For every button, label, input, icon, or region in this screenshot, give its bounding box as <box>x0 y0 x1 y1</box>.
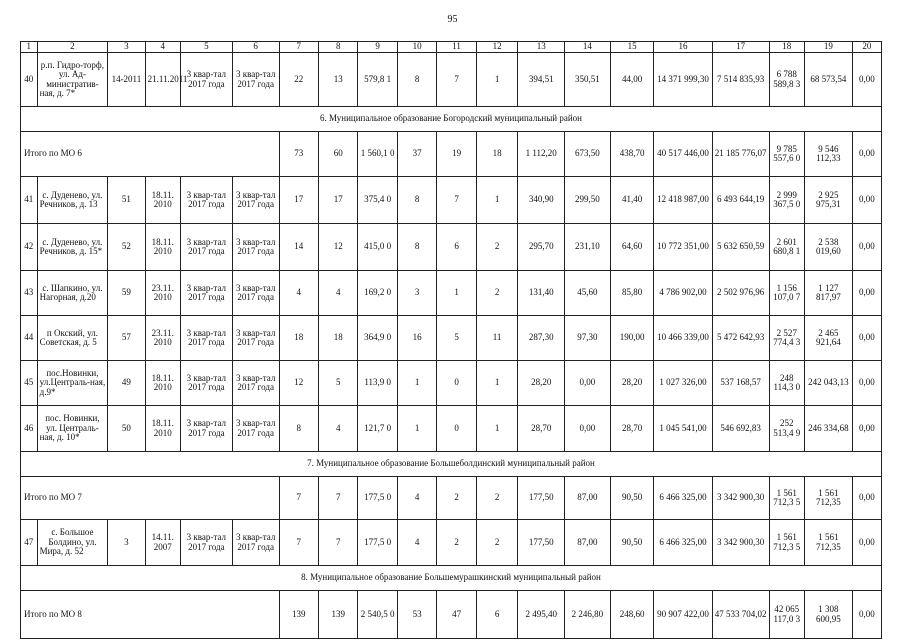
table-cell: 5 <box>437 316 476 361</box>
table-cell: 3 квар-тал 2017 года <box>232 271 279 316</box>
table-cell: 64,60 <box>610 224 654 271</box>
table-cell: 28,20 <box>610 361 654 406</box>
table-cell: 14.11. 2007 <box>145 520 180 566</box>
table-cell: 5 472 642,93 <box>712 316 769 361</box>
table-cell: 47 <box>21 520 38 566</box>
table-cell: 22 <box>279 53 318 107</box>
table-cell: 3 квар-тал 2017 года <box>232 224 279 271</box>
table-row <box>21 406 882 452</box>
table-cell: 177,5 0 <box>358 520 397 566</box>
table-cell: 242 043,13 <box>804 361 852 406</box>
table-cell: 231,10 <box>565 224 611 271</box>
column-number: 9 <box>358 42 397 53</box>
table-cell: 246 334,68 <box>804 406 852 452</box>
table-cell: 1 561 712,35 <box>804 477 852 520</box>
table-cell: 53 <box>397 591 436 639</box>
table-cell: 7 <box>319 477 358 520</box>
table-cell: 68 573,54 <box>804 53 852 107</box>
table-cell: 97,30 <box>565 316 611 361</box>
table-cell: 299,50 <box>565 177 611 224</box>
table-cell: 14 <box>279 224 318 271</box>
table-cell: 0,00 <box>565 406 611 452</box>
column-number: 18 <box>769 42 804 53</box>
table-cell: 3 квар-тал 2017 года <box>180 177 232 224</box>
table-cell: 40 517 446,00 <box>654 132 712 177</box>
total-row <box>21 591 882 639</box>
table-cell: 6 466 325,00 <box>654 520 712 566</box>
table-cell: 295,70 <box>518 224 565 271</box>
table-cell: 1 112,20 <box>518 132 565 177</box>
column-number: 11 <box>437 42 476 53</box>
table-cell: 6 <box>437 224 476 271</box>
table-cell: 8 <box>397 224 436 271</box>
table-cell: 28,70 <box>518 406 565 452</box>
address-cell: пос. Новинки, ул. Централь-ная, д. 10* <box>37 406 108 452</box>
table-cell: 2 527 774,4 3 <box>769 316 804 361</box>
table-cell: 7 <box>437 53 476 107</box>
table-cell: 7 <box>279 520 318 566</box>
table-cell: 8 <box>397 177 436 224</box>
column-number: 1 <box>21 42 38 53</box>
table-cell: 3 квар-тал 2017 года <box>180 361 232 406</box>
table-cell: 52 <box>108 224 145 271</box>
table-cell: 42 <box>21 224 38 271</box>
table-cell: 45 <box>21 361 38 406</box>
table-cell: 2 538 019,60 <box>804 224 852 271</box>
table-cell: 3 342 900,30 <box>712 477 769 520</box>
table-cell: 11 <box>476 316 518 361</box>
page-number: 95 <box>447 14 458 25</box>
table-cell: 51 <box>108 177 145 224</box>
table-cell: 2 <box>476 477 518 520</box>
table-cell: 0,00 <box>852 177 881 224</box>
column-number: 10 <box>397 42 436 53</box>
table-cell: 0,00 <box>852 361 881 406</box>
column-number: 5 <box>180 42 232 53</box>
table-cell: 16 <box>397 316 436 361</box>
table-cell: 21 185 776,07 <box>712 132 769 177</box>
table-cell: 169,2 0 <box>358 271 397 316</box>
table-cell: 59 <box>108 271 145 316</box>
section-title: 7. Муниципальное образование Большеболдинский муниципальный район <box>21 452 882 477</box>
table-cell: 0,00 <box>852 271 881 316</box>
table-cell: 1 <box>397 361 436 406</box>
address-cell: с. Дуденево, ул. Речников, д. 13 <box>37 177 108 224</box>
table-cell: 3 квар-тал 2017 года <box>232 53 279 107</box>
table-cell: 0,00 <box>852 53 881 107</box>
table-cell: 4 <box>319 406 358 452</box>
table-cell: 2 465 921,64 <box>804 316 852 361</box>
table-cell: 8 <box>397 53 436 107</box>
table-cell: 12 418 987,00 <box>654 177 712 224</box>
section-header-row <box>21 566 882 591</box>
table-cell: 3 квар-тал 2017 года <box>232 361 279 406</box>
table-cell: 3 квар-тал 2017 года <box>232 316 279 361</box>
table-cell: 364,9 0 <box>358 316 397 361</box>
table-cell: 49 <box>108 361 145 406</box>
section-header-row <box>21 107 882 132</box>
table-cell: 438,70 <box>610 132 654 177</box>
table-cell: 13 <box>319 53 358 107</box>
table-cell: 3 квар-тал 2017 года <box>180 406 232 452</box>
table-cell: 18 <box>476 132 518 177</box>
table-cell: 113,9 0 <box>358 361 397 406</box>
table-cell: 394,51 <box>518 53 565 107</box>
table-cell: 2 <box>476 271 518 316</box>
table-cell: 17 <box>279 177 318 224</box>
table-cell: 4 <box>397 520 436 566</box>
table-cell: 1 561 712,35 <box>804 520 852 566</box>
table-cell: 10 466 339,00 <box>654 316 712 361</box>
column-number: 17 <box>712 42 769 53</box>
table-cell: 190,00 <box>610 316 654 361</box>
table-cell: 12 <box>279 361 318 406</box>
table-cell: 1 560,1 0 <box>358 132 397 177</box>
table-cell: 10 772 351,00 <box>654 224 712 271</box>
column-number-row <box>21 42 882 53</box>
table-cell: 252 513,4 9 <box>769 406 804 452</box>
column-number: 2 <box>37 42 108 53</box>
table-cell: 1 027 326,00 <box>654 361 712 406</box>
table-cell: 673,50 <box>565 132 611 177</box>
table-cell: 3 <box>397 271 436 316</box>
column-number: 16 <box>654 42 712 53</box>
column-number: 20 <box>852 42 881 53</box>
table-cell: 1 308 600,95 <box>804 591 852 639</box>
table-cell: 139 <box>319 591 358 639</box>
table-cell: 1 <box>476 53 518 107</box>
table-cell: 9 785 557,6 0 <box>769 132 804 177</box>
table-cell: 0,00 <box>852 406 881 452</box>
table-cell: 177,50 <box>518 520 565 566</box>
table-cell: 41 <box>21 177 38 224</box>
section-title: 8. Муниципальное образование Большемурашкинский муниципальный район <box>21 566 882 591</box>
table-cell: 1 045 541,00 <box>654 406 712 452</box>
table-cell: 177,5 0 <box>358 477 397 520</box>
table-cell: 6 493 644,19 <box>712 177 769 224</box>
table-cell: 5 632 650,59 <box>712 224 769 271</box>
table-cell: 2 246,80 <box>565 591 611 639</box>
table-cell: 6 466 325,00 <box>654 477 712 520</box>
table-cell: 90,50 <box>610 477 654 520</box>
table-cell: 14-2011 <box>108 53 145 107</box>
table-cell: 3 342 900,30 <box>712 520 769 566</box>
table-row <box>21 224 882 271</box>
address-cell: с. Большое Болдино, ул. Мира, д. 52 <box>37 520 108 566</box>
table-cell: 28,70 <box>610 406 654 452</box>
table-cell: 18.11. 2010 <box>145 361 180 406</box>
table-cell: 3 квар-тал 2017 года <box>232 406 279 452</box>
section-title: 6. Муниципальное образование Богородский муниципальный район <box>21 107 882 132</box>
table-cell: 2 <box>476 224 518 271</box>
table-cell: 18.11. 2010 <box>145 406 180 452</box>
total-label: Итого по МО 6 <box>21 132 280 177</box>
table-cell: 60 <box>319 132 358 177</box>
table-cell: 0 <box>437 406 476 452</box>
table-cell: 131,40 <box>518 271 565 316</box>
address-cell: п Окский, ул. Советская, д. 5 <box>37 316 108 361</box>
column-number: 3 <box>108 42 145 53</box>
table-cell: 3 квар-тал 2017 года <box>232 177 279 224</box>
table-cell: 177,50 <box>518 477 565 520</box>
table-cell: 0 <box>437 361 476 406</box>
table-cell: 1 <box>476 177 518 224</box>
table-cell: 18.11. 2010 <box>145 224 180 271</box>
table-cell: 350,51 <box>565 53 611 107</box>
table-cell: 41,40 <box>610 177 654 224</box>
column-number: 7 <box>279 42 318 53</box>
table-cell: 50 <box>108 406 145 452</box>
address-cell: пос.Новинки, ул.Централь-ная, д.9* <box>37 361 108 406</box>
table-cell: 9 546 112,33 <box>804 132 852 177</box>
table-cell: 2 999 367,5 0 <box>769 177 804 224</box>
table-cell: 4 786 902,00 <box>654 271 712 316</box>
table-cell: 18 <box>279 316 318 361</box>
table-cell: 43 <box>21 271 38 316</box>
table-cell: 90,50 <box>610 520 654 566</box>
table-cell: 8 <box>279 406 318 452</box>
column-number: 4 <box>145 42 180 53</box>
table-cell: 18 <box>319 316 358 361</box>
table-cell: 0,00 <box>852 477 881 520</box>
table-cell: 3 <box>108 520 145 566</box>
table-cell: 1 156 107,0 7 <box>769 271 804 316</box>
table-cell: 248 114,3 0 <box>769 361 804 406</box>
table-cell: 87,00 <box>565 477 611 520</box>
table-cell: 21.11.2011 <box>145 53 180 107</box>
table-row <box>21 520 882 566</box>
table-cell: 47 533 704,02 <box>712 591 769 639</box>
table-cell: 1 <box>437 271 476 316</box>
table-cell: 7 <box>279 477 318 520</box>
table-cell: 2 <box>437 520 476 566</box>
table-cell: 121,7 0 <box>358 406 397 452</box>
table-cell: 90 907 422,00 <box>654 591 712 639</box>
address-cell: р.п. Гидро-торф, ул. Ад-министратив-ная, д. 7* <box>37 53 108 107</box>
table-cell: 3 квар-тал 2017 года <box>232 520 279 566</box>
table-row <box>21 53 882 107</box>
table-cell: 0,00 <box>852 224 881 271</box>
table-cell: 7 <box>319 520 358 566</box>
table-cell: 1 561 712,3 5 <box>769 520 804 566</box>
table-cell: 579,8 1 <box>358 53 397 107</box>
table-cell: 37 <box>397 132 436 177</box>
total-label: Итого по МО 7 <box>21 477 280 520</box>
column-number: 15 <box>610 42 654 53</box>
table-cell: 4 <box>397 477 436 520</box>
table-cell: 42 065 117,0 3 <box>769 591 804 639</box>
table-cell: 73 <box>279 132 318 177</box>
table-cell: 40 <box>21 53 38 107</box>
table-row <box>21 271 882 316</box>
table-cell: 47 <box>437 591 476 639</box>
table-cell: 2 540,5 0 <box>358 591 397 639</box>
table-cell: 415,0 0 <box>358 224 397 271</box>
table-cell: 17 <box>319 177 358 224</box>
table-cell: 0,00 <box>852 591 881 639</box>
table-cell: 3 квар-тал 2017 года <box>180 224 232 271</box>
table-cell: 2 495,40 <box>518 591 565 639</box>
total-label: Итого по МО 8 <box>21 591 280 639</box>
table-cell: 7 514 835,93 <box>712 53 769 107</box>
table-cell: 537 168,57 <box>712 361 769 406</box>
column-number: 12 <box>476 42 518 53</box>
table-cell: 1 <box>476 361 518 406</box>
column-number: 19 <box>804 42 852 53</box>
table-cell: 2 502 976,96 <box>712 271 769 316</box>
table-cell: 44 <box>21 316 38 361</box>
table-cell: 375,4 0 <box>358 177 397 224</box>
table-cell: 44,00 <box>610 53 654 107</box>
table-cell: 0,00 <box>852 316 881 361</box>
table-cell: 2 601 680,8 1 <box>769 224 804 271</box>
table-cell: 6 <box>476 591 518 639</box>
table-row <box>21 316 882 361</box>
table-cell: 4 <box>279 271 318 316</box>
table-cell: 1 <box>476 406 518 452</box>
table-cell: 287,30 <box>518 316 565 361</box>
table-cell: 85,80 <box>610 271 654 316</box>
section-header-row <box>21 452 882 477</box>
table-cell: 1 561 712,3 5 <box>769 477 804 520</box>
address-cell: с. Шапкино, ул. Нагорная, д.20 <box>37 271 108 316</box>
table-cell: 546 692,83 <box>712 406 769 452</box>
column-number: 8 <box>319 42 358 53</box>
table-cell: 18.11. 2010 <box>145 177 180 224</box>
table-cell: 3 квар-тал 2017 года <box>180 53 232 107</box>
table-row <box>21 177 882 224</box>
table-cell: 1 <box>397 406 436 452</box>
table-cell: 7 <box>437 177 476 224</box>
table-cell: 14 371 999,30 <box>654 53 712 107</box>
column-number: 13 <box>518 42 565 53</box>
table-cell: 1 127 817,97 <box>804 271 852 316</box>
table-cell: 5 <box>319 361 358 406</box>
table-cell: 340,90 <box>518 177 565 224</box>
column-number: 6 <box>232 42 279 53</box>
table-cell: 46 <box>21 406 38 452</box>
table-cell: 3 квар-тал 2017 года <box>180 271 232 316</box>
table-cell: 0,00 <box>852 132 881 177</box>
table-cell: 45,60 <box>565 271 611 316</box>
table-cell: 3 квар-тал 2017 года <box>180 316 232 361</box>
table-cell: 23.11. 2010 <box>145 316 180 361</box>
table-cell: 23.11. 2010 <box>145 271 180 316</box>
address-cell: с. Дуденево, ул. Речников, д. 15* <box>37 224 108 271</box>
table-cell: 87,00 <box>565 520 611 566</box>
table-cell: 19 <box>437 132 476 177</box>
table-cell: 248,60 <box>610 591 654 639</box>
total-row <box>21 132 882 177</box>
table-cell: 12 <box>319 224 358 271</box>
total-row <box>21 477 882 520</box>
table-row <box>21 361 882 406</box>
table-cell: 0,00 <box>565 361 611 406</box>
table-cell: 0,00 <box>852 520 881 566</box>
table-cell: 2 <box>476 520 518 566</box>
table-cell: 28,20 <box>518 361 565 406</box>
table-cell: 4 <box>319 271 358 316</box>
table-cell: 139 <box>279 591 318 639</box>
table-cell: 3 квар-тал 2017 года <box>180 520 232 566</box>
table-cell: 57 <box>108 316 145 361</box>
column-number: 14 <box>565 42 611 53</box>
table-cell: 2 925 975,31 <box>804 177 852 224</box>
table-cell: 6 788 589,8 3 <box>769 53 804 107</box>
table-cell: 2 <box>437 477 476 520</box>
data-table <box>20 41 882 639</box>
